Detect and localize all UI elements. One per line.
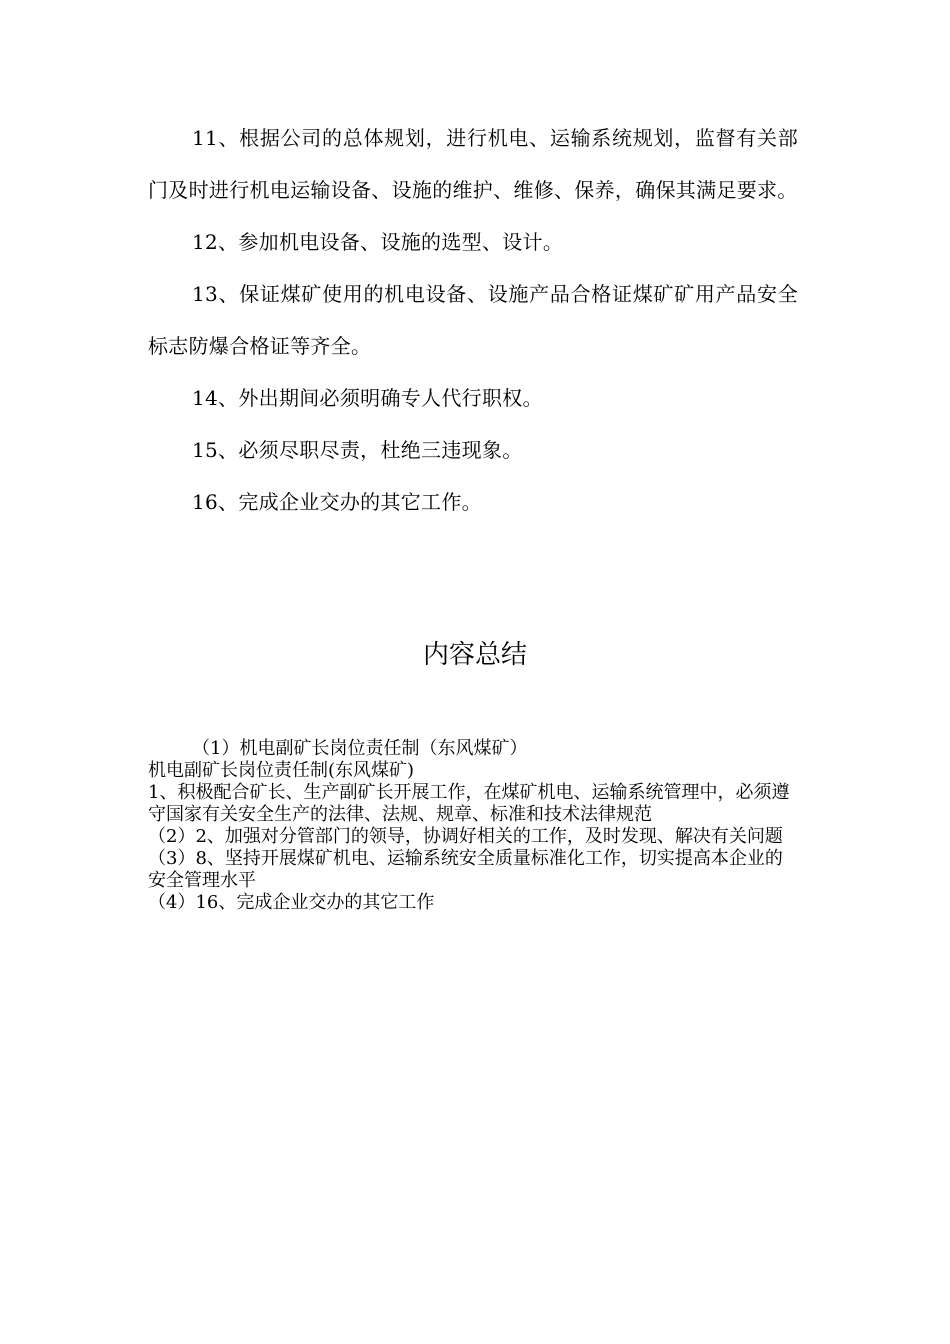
summary-title: 内容总结 bbox=[422, 640, 527, 670]
document-body bbox=[148, 112, 798, 528]
paragraph-13: 13、保证煤矿使用的机电设备、设施产品合格证煤矿矿用产品安全标志防爆合格证等齐全。 bbox=[148, 282, 798, 358]
summary-line: 1、积极配合矿长、生产副矿长开展工作，在煤矿机电、运输系统管理中，必须遵守国家有关安全生产的法律、法规、规章、标准和技术法律规范 bbox=[148, 782, 790, 825]
summary-line: 机电副矿长岗位责任制(东风煤矿) bbox=[148, 760, 415, 781]
paragraph-11: 11、根据公司的总体规划，进行机电、运输系统规划，监督有关部门及时进行机电运输设备、设施的维护、维修、保养，确保其满足要求。 bbox=[148, 126, 798, 202]
paragraph-12: 12、参加机电设备、设施的选型、设计。 bbox=[192, 230, 564, 254]
summary-section bbox=[148, 738, 798, 914]
summary-line: （2）2、加强对分管部门的领导，协调好相关的工作，及时发现、解决有关问题 bbox=[148, 826, 783, 847]
paragraph-14: 14、外出期间必须明确专人代行职权。 bbox=[192, 386, 543, 410]
paragraph-15: 15、必须尽职尽责，杜绝三违现象。 bbox=[192, 438, 523, 462]
summary-line: （3）8、坚持开展煤矿机电、运输系统安全质量标准化工作，切实提高本企业的安全管理水平 bbox=[148, 848, 783, 891]
summary-line: （1）机电副矿长岗位责任制（东风煤矿） bbox=[192, 738, 528, 759]
paragraph-16: 16、完成企业交办的其它工作。 bbox=[192, 490, 482, 514]
summary-line: （4）16、完成企业交办的其它工作 bbox=[148, 892, 435, 913]
